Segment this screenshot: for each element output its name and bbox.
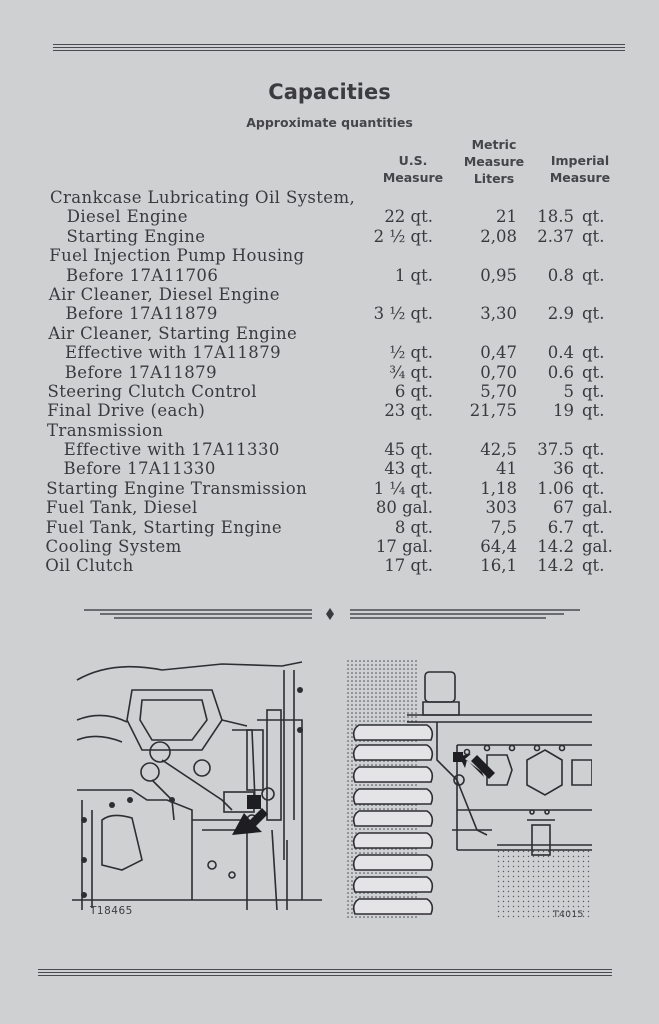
imperial-measure [534,246,582,265]
imperial-value: 2.37 [537,226,574,246]
column-header-us-measure [368,152,458,186]
us-measure-value: 45 qt. [384,440,433,460]
us-measure-value: 17 qt. [384,556,433,576]
column-header-line: Metric [471,137,517,152]
row-label: Air Cleaner, Starting Engine [48,323,298,343]
row-label: Steering Clutch Control [47,381,257,401]
imperial-unit: qt. [582,265,605,285]
imperial-measure [534,537,613,556]
table-row [0,421,659,440]
imperial-unit: qt. [582,440,605,460]
us-measure-value: 23 qt. [384,401,433,421]
metric-liters-value: 5,70 [480,381,517,401]
table-row [0,498,659,517]
metric-liters-value: 21,75 [469,401,517,421]
row-label: Starting Engine [66,226,206,246]
table-row [0,537,659,556]
us-measure-value: 1 ¼ qt. [373,478,433,498]
row-label: Fuel Injection Pump Housing [49,246,305,266]
table-row [0,556,659,575]
metric-liters-value: 42,5 [480,440,517,460]
table-row [0,363,659,382]
table-row [0,518,659,537]
imperial-unit: qt. [582,381,605,401]
metric-liters-value: 1,18 [480,478,517,498]
table-row [0,227,659,246]
table-row [0,479,659,498]
imperial-unit: qt. [582,556,605,576]
imperial-unit: qt. [582,517,605,537]
us-measure-value: 17 gal. [375,537,433,557]
imperial-value: 0.4 [547,343,574,363]
row-label: Diesel Engine [66,207,188,227]
row-label: Transmission [47,420,164,440]
metric-liters-value: 0,70 [480,362,517,382]
imperial-measure [534,227,604,246]
imperial-value: 0.6 [547,362,574,382]
starting-engine-illustration [347,660,592,920]
row-label: Air Cleaner, Diesel Engine [48,284,280,304]
table-row [0,324,659,343]
table-row [0,440,659,459]
imperial-unit: gal. [582,537,613,557]
imperial-measure [534,324,582,343]
capacities-table [0,188,659,576]
metric-liters-value: 41 [496,459,517,479]
imperial-unit: qt. [582,362,605,382]
injection-pump-illustration [72,660,322,920]
column-header-line: Measure [463,154,525,169]
imperial-measure [534,207,604,226]
imperial-measure [534,518,604,537]
metric-liters-value: 2,08 [480,226,517,246]
row-label: Starting Engine Transmission [46,478,308,498]
imperial-value: 14.2 [537,556,574,576]
table-row [0,188,659,207]
us-measure-value: 80 gal. [375,498,433,518]
imperial-value: 19 [553,401,574,421]
figure-code-right: T4015 [553,910,584,920]
page-title: Capacities [268,80,391,104]
row-label: Oil Clutch [45,556,134,576]
page-subtitle: Approximate quantities [246,115,413,130]
column-header-line: U.S. [398,153,428,168]
imperial-value: 1.06 [537,478,574,498]
imperial-measure [534,440,604,459]
column-header-line: Measure [549,170,611,185]
imperial-measure [534,343,604,362]
column-header-imperial-measure [535,152,625,186]
imperial-measure [534,188,582,207]
table-row [0,304,659,323]
us-measure-value: 43 qt. [384,459,433,479]
metric-liters-value: 0,95 [480,265,517,285]
imperial-measure [534,266,604,285]
us-measure-value: 8 qt. [394,517,433,537]
imperial-measure [534,459,604,478]
imperial-value: 6.7 [547,517,574,537]
table-row [0,343,659,362]
ornament-divider [84,604,584,624]
metric-liters-value: 16,1 [480,556,517,576]
imperial-value: 2.9 [547,304,574,324]
imperial-unit: qt. [582,478,605,498]
table-row [0,459,659,478]
imperial-unit: qt. [582,226,605,246]
imperial-measure [534,421,582,440]
row-label: Fuel Tank, Starting Engine [45,517,283,537]
imperial-value: 5 [563,381,574,401]
row-label: Effective with 17A11879 [65,343,282,363]
us-measure-value: 3 ½ qt. [373,304,433,324]
imperial-measure [534,285,582,304]
column-header-metric-liters [448,136,540,187]
us-measure-value: ¾ qt. [389,362,433,382]
metric-liters-value: 0,47 [480,343,517,363]
imperial-measure [534,363,604,382]
imperial-unit: qt. [582,304,605,324]
imperial-measure [534,479,604,498]
metric-liters-value: 64,4 [480,537,517,557]
table-row [0,207,659,226]
imperial-measure [534,556,604,575]
us-measure-value: 6 qt. [394,381,433,401]
arrow-icon [459,754,495,779]
imperial-value: 67 [553,498,574,518]
imperial-value: 0.8 [547,265,574,285]
imperial-unit: qt. [582,401,605,421]
metric-liters-value: 7,5 [490,517,517,537]
row-label: Crankcase Lubricating Oil System, [50,188,356,207]
column-header-line: Liters [473,171,515,186]
imperial-measure [534,498,613,517]
us-measure-value: ½ qt. [389,343,433,363]
us-measure-value: 2 ½ qt. [373,226,433,246]
metric-liters-value: 303 [485,498,517,518]
row-label: Before 17A11879 [65,304,218,324]
column-header-line: Measure [382,170,444,185]
imperial-measure [534,304,604,323]
imperial-measure [534,401,604,420]
table-row [0,246,659,265]
imperial-unit: qt. [582,207,605,227]
us-measure-value: 1 qt. [394,265,433,285]
row-label: Before 17A11706 [66,265,219,285]
top-rule [53,44,625,53]
us-measure-value: 22 qt. [384,207,433,227]
imperial-value: 36 [553,459,574,479]
metric-liters-value: 3,30 [480,304,517,324]
row-label: Effective with 17A11330 [63,440,280,460]
table-row [0,401,659,420]
imperial-unit: qt. [582,459,605,479]
imperial-unit: gal. [582,498,613,518]
row-label: Fuel Tank, Diesel [46,498,198,518]
figure-code-left: T18465 [90,905,133,917]
row-label: Before 17A11330 [63,459,216,479]
imperial-measure [534,382,604,401]
table-row [0,382,659,401]
row-label: Before 17A11879 [64,362,217,382]
imperial-value: 37.5 [537,440,574,460]
table-row [0,285,659,304]
imperial-value: 14.2 [537,537,574,557]
row-label: Cooling System [45,537,182,557]
row-label: Final Drive (each) [47,401,206,421]
table-row [0,266,659,285]
metric-liters-value: 21 [496,207,517,227]
imperial-value: 18.5 [537,207,574,227]
bottom-rule [38,969,612,978]
imperial-unit: qt. [582,343,605,363]
column-header-line: Imperial [550,153,610,168]
